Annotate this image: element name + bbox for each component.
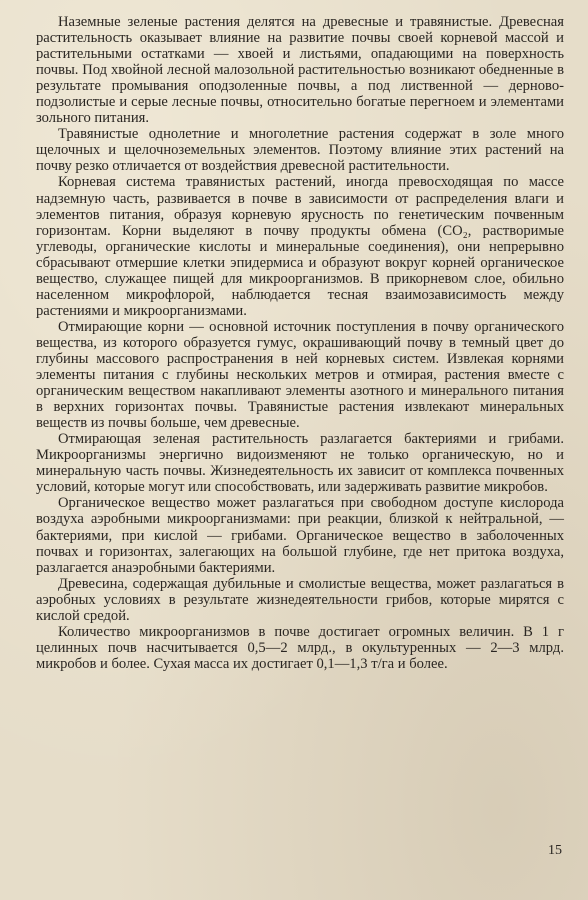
text-body: [36, 14, 564, 672]
paragraph-7: Древесина, содержащая дубильные и смолистые вещества, может разлагаться в аэробных условиях в результате жизнедеятельности грибов, которые мирятся с кислой средой.: [36, 575, 564, 624]
paragraph-6: Органическое вещество может разлагаться при свободном доступе кислорода воздуха аэробными микроорганизмами: при реакции, близкой к нейтральной, — бактериями, при кислой — грибами. Органическое вещество в заболоченных почвах и горизонтах, залегающих на большой глубине, где нет притока воздуха, разлагается анаэробными бактериями.: [36, 495, 564, 576]
paragraph-2: Травянистые однолетние и многолетние растения содержат в золе много щелочных и щелочноземельных элементов. Поэтому влияние этих растений на почву резко отличается от воздействия древесной растительности.: [36, 126, 564, 175]
paragraph-4: Отмирающие корни — основной источник поступления в почву органического вещества, из которого образуется гумус, окрашивающий почву в темный цвет до глубины массового распространения в ней корневых систем. Извлекая корнями элементы питания с глубины нескольких метров и отмирая, растения вместе с органическим веществом накапливают элементы азотного и минерального питания в верхних горизонтах почвы. Травянистые растения извлекают минеральных веществ из почвы больше, чем древесные.: [36, 318, 564, 432]
page-number: 15: [548, 843, 562, 858]
paragraph-1: Наземные зеленые растения делятся на древесные и травянистые. Древесная растительность оказывает влияние на развитие почвы своей корневой массой и растительными остатками — хвоей и листьями, опадающими на поверхность почвы. Под хвойной лесной малозольной растительностью возникают обедненные в результате промывания оподзоленные почвы, а под лиственной — дерново-подзолистые и серые лесные почвы, относительно богатые перегноем и элементами зольного питания.: [36, 14, 564, 127]
paragraph-3: Корневая система травянистых растений, иногда превосходящая по массе надземную часть, развивается в почве в зависимости от распределения влаги и элементов питания, образуя корневую ярусность по генетическим почвенным горизонтам. Корни выделяют в почву продукты обмена (CO₂, растворимые углеводы, органические кислоты и минеральные соединения), они непрерывно сбрасывают отмершие клетки эпидермиса и образуют вокруг корней органическое вещество, служащее пищей для микроорганизмов. В прикорневом слое, обильно населенном микрофлорой, наблюдается тесная взаимозависимость между растениями и микроорганизмами.: [36, 174, 564, 319]
paragraph-8: Количество микроорганизмов в почве достигает огромных величин. В 1 г целинных почв насчитывается 0,5—2 млрд., в окультуренных — 2—3 млрд. микробов и более. Сухая масса их достигает 0,1—1,3 т/га и более.: [36, 623, 564, 672]
paragraph-5: Отмирающая зеленая растительность разлагается бактериями и грибами. Микроорганизмы энергично видоизменяют не только органическую, но и минеральную часть почвы. Жизнедеятельность их зависит от комплекса почвенных условий, которые могут или способствовать, или задерживать развитие микробов.: [36, 431, 564, 496]
